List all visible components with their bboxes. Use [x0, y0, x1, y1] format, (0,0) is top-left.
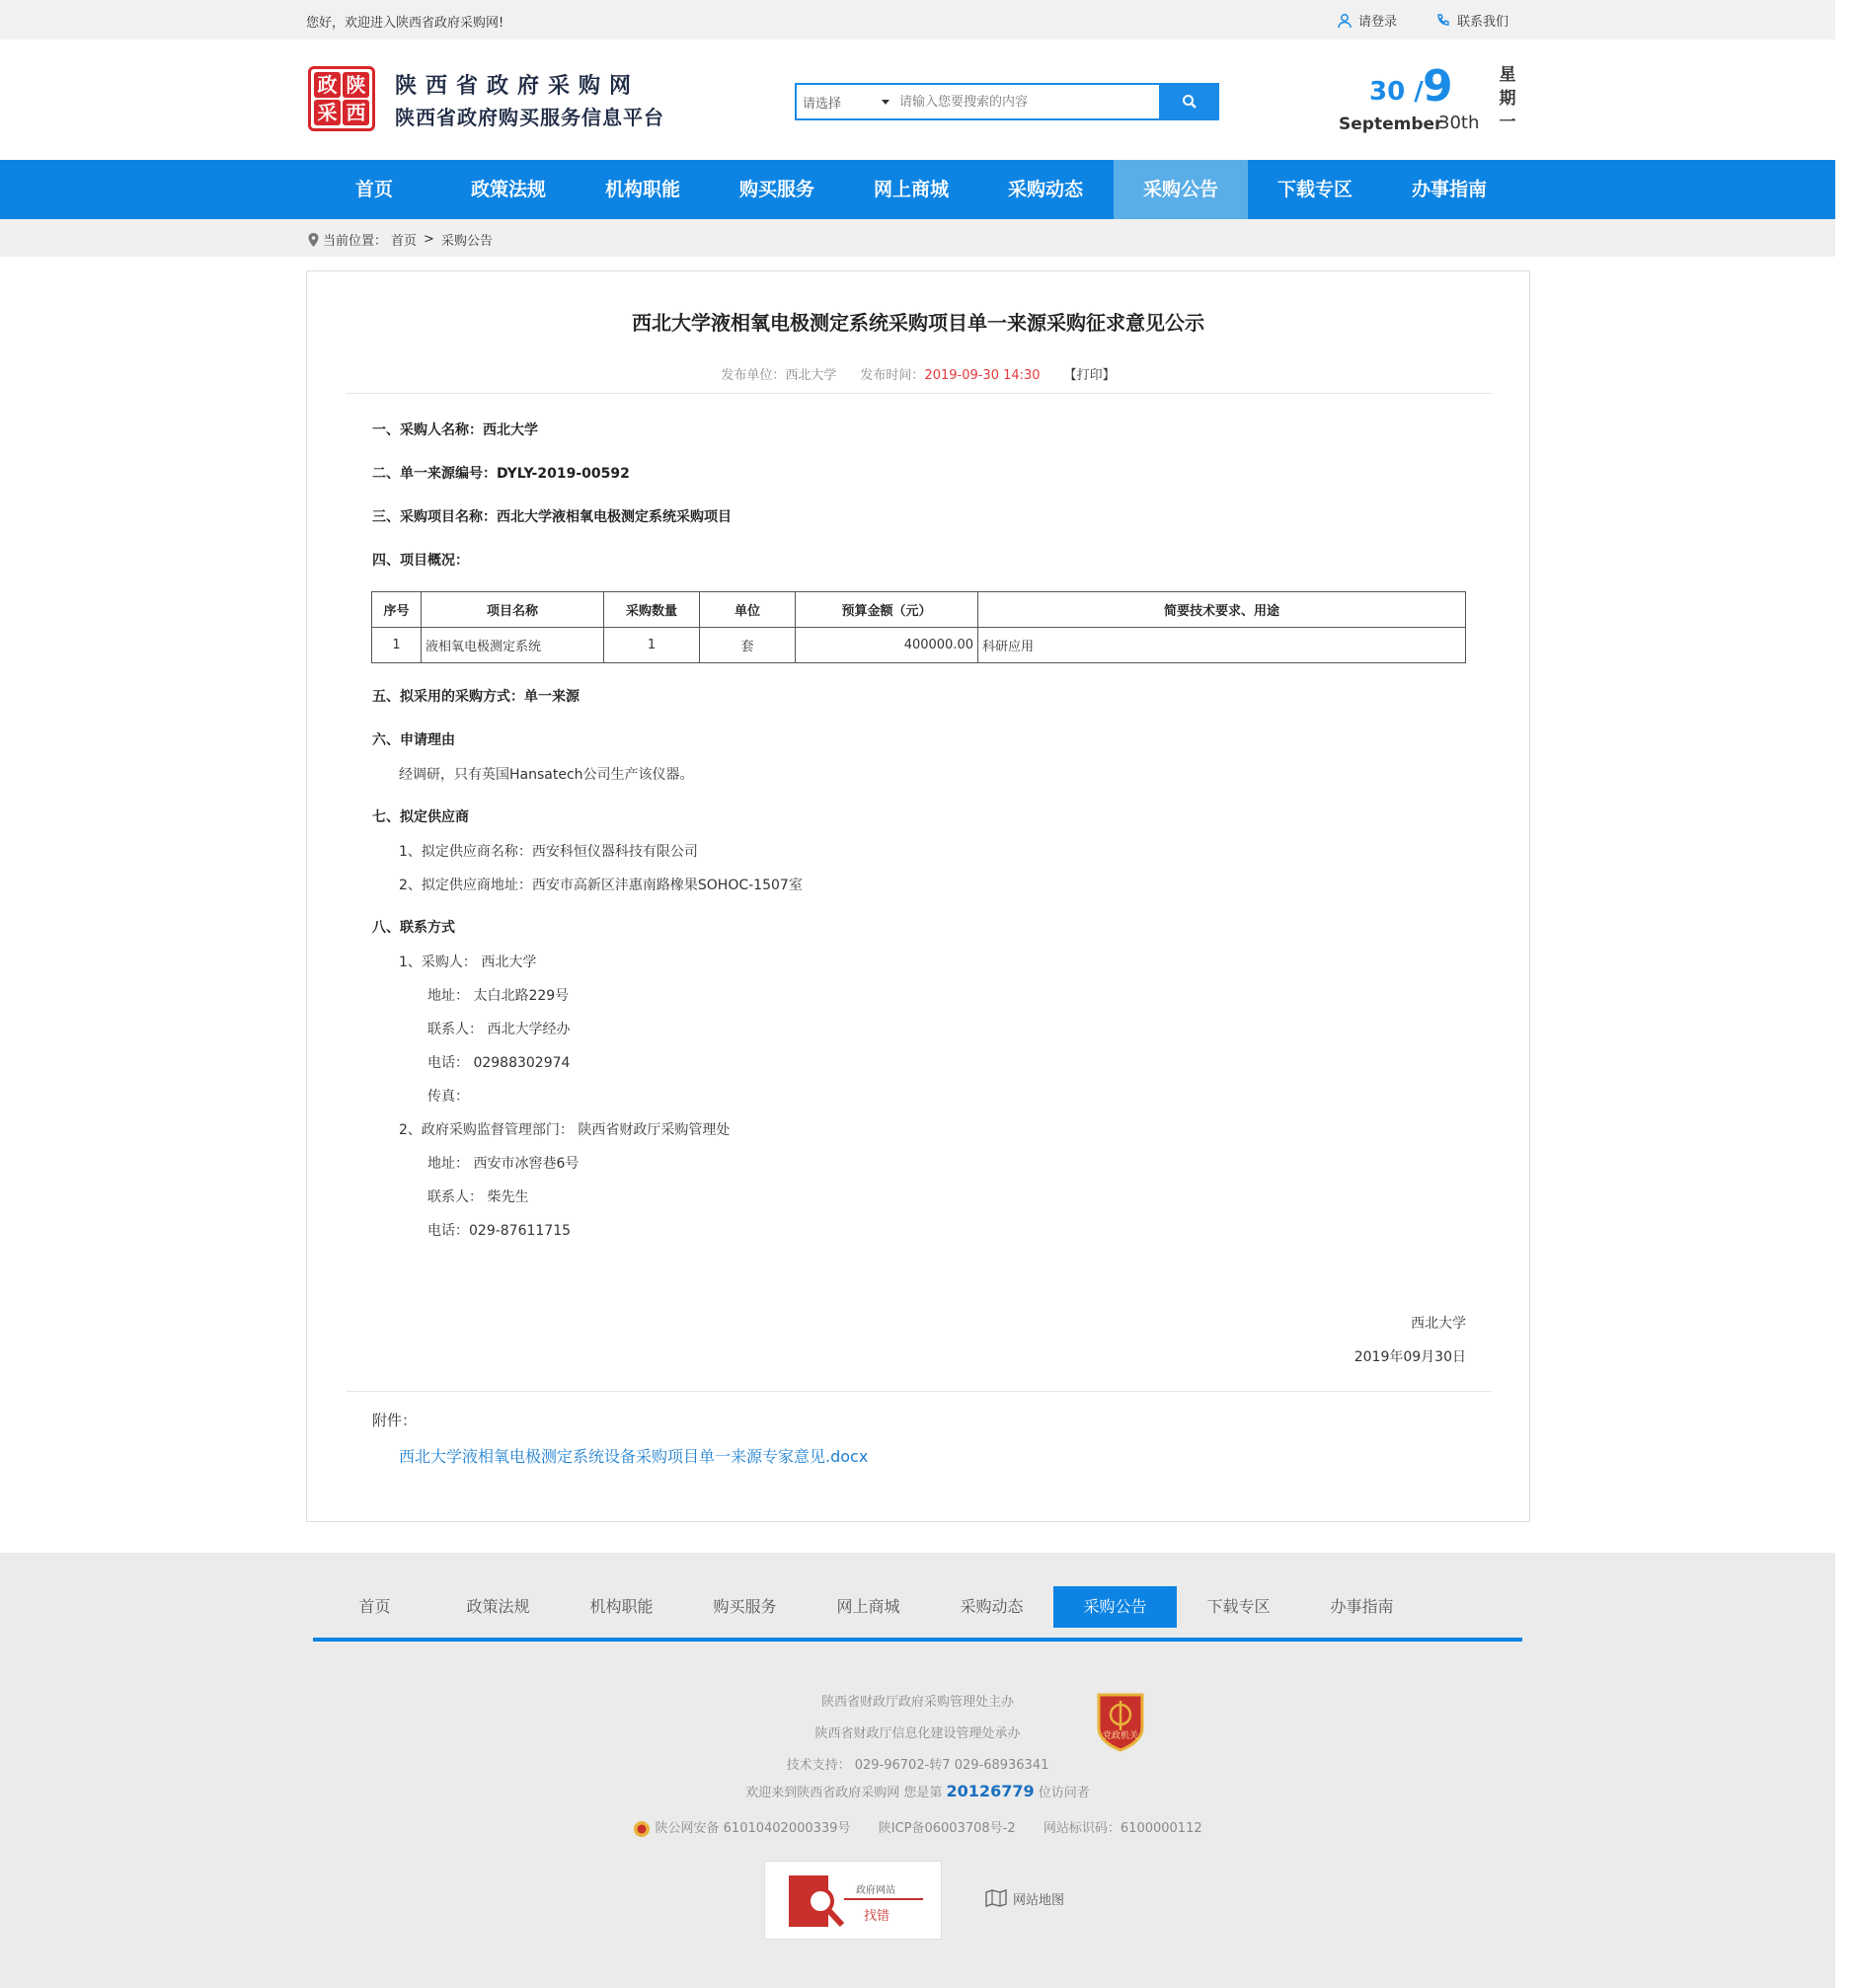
divider [347, 1391, 1492, 1392]
logo-char: 西 [343, 100, 369, 125]
footer-nav-news[interactable]: 采购动态 [960, 1597, 1024, 1616]
find-error-icon [787, 1872, 846, 1931]
logo-char: 采 [314, 100, 341, 125]
contact-supervisor-address: 地址： 西安市冰窖巷6号 [427, 1156, 580, 1172]
section-number: 二、单一来源编号：DYLY-2019-00592 [372, 466, 630, 482]
print-link[interactable]: 【打印】 [1063, 368, 1116, 383]
visitor-prefix: 欢迎来到陕西省政府采购网 您是第 [745, 1786, 943, 1800]
footer-nav-home[interactable]: 首页 [358, 1597, 391, 1616]
user-icon [1337, 13, 1353, 29]
find-error-title: 政府网站 [856, 1885, 895, 1896]
header [0, 39, 1835, 160]
section-reason: 六、申请理由 [372, 732, 455, 748]
table-cell: 1 [372, 628, 422, 663]
footer-nav-announcements[interactable]: 采购公告 [1053, 1586, 1177, 1628]
sitemap-label: 网站地图 [1013, 1892, 1065, 1908]
table-row [372, 628, 1466, 663]
table-header-cell: 项目名称 [422, 592, 604, 628]
footer-nav-downloads[interactable]: 下载专区 [1206, 1597, 1271, 1616]
nav-item-policy[interactable]: 政策法规 [470, 179, 546, 200]
icp-link[interactable]: 陕ICP备06003708号-2 [878, 1821, 1016, 1836]
section-contact: 八、联系方式 [372, 920, 455, 936]
weekday [1498, 63, 1517, 134]
contact-supervisor-person: 联系人： 柴先生 [427, 1189, 529, 1205]
nav-item-home[interactable]: 首页 [354, 179, 393, 200]
contact-purchaser-address: 地址： 太白北路229号 [427, 988, 570, 1004]
table-cell: 科研应用 [978, 628, 1466, 663]
search-category-value: 请选择 [803, 96, 842, 112]
article-title: 西北大学液相氧电极测定系统采购项目单一来源采购征求意见公示 [632, 311, 1204, 335]
contact-link[interactable] [1435, 11, 1508, 30]
site-logo[interactable] [308, 66, 375, 131]
table-header-cell: 预算金额（元） [796, 592, 978, 628]
signature-date: 2019年09月30日 [1353, 1349, 1466, 1365]
contact-supervisor: 2、政府采购监督管理部门： 陕西省财政厅采购管理处 [399, 1122, 731, 1138]
footer-nav-services[interactable]: 购买服务 [713, 1597, 777, 1616]
site-subtitle: 陕西省政府购买服务信息平台 [395, 106, 664, 129]
project-table [371, 591, 1466, 663]
site-id: 网站标识码：6100000112 [1043, 1821, 1202, 1836]
search-icon [1182, 94, 1198, 110]
logo-char: 政 [314, 72, 341, 98]
section-project-name: 三、采购项目名称：西北大学液相氧电极测定系统采购项目 [372, 509, 732, 525]
date-month-number: 9 [1423, 61, 1453, 112]
weekday-char: 期 [1499, 89, 1516, 109]
breadcrumb-label: 当前位置： [323, 234, 388, 249]
footer-icp [0, 1817, 1835, 1838]
divider [347, 393, 1492, 394]
footer-support: 技术支持： 029-96702-转7 029-68936341 [786, 1758, 1049, 1773]
footer-organizer: 陕西省财政厅信息化建设管理处承办 [814, 1726, 1021, 1741]
table-cell: 400000.00 [796, 628, 978, 663]
table-cell: 1 [604, 628, 700, 663]
article-card [306, 270, 1530, 1522]
search-category-select[interactable] [797, 93, 895, 112]
visitor-count: 20126779 [946, 1782, 1035, 1800]
nav-item-downloads[interactable]: 下载专区 [1276, 179, 1353, 200]
breadcrumb-current[interactable]: 采购公告 [440, 234, 493, 249]
nav-item-announcements[interactable]: 采购公告 [1114, 160, 1248, 219]
emblem-shield-icon [1095, 1691, 1146, 1752]
police-badge-icon [633, 1820, 651, 1838]
attachment-link[interactable]: 西北大学液相氧电极测定系统设备采购项目单一来源专家意见.docx [399, 1447, 869, 1466]
footer-nav-mall[interactable]: 网上商城 [836, 1597, 900, 1616]
supplier-name: 1、拟定供应商名称：西安科恒仪器科技有限公司 [399, 844, 698, 860]
contact-supervisor-phone: 电话：029-87611715 [427, 1223, 572, 1239]
visitor-suffix: 位访问者 [1038, 1786, 1090, 1800]
date-day-slash [1369, 77, 1424, 107]
location-pin-icon [308, 233, 319, 247]
nav-item-news[interactable]: 采购动态 [1007, 179, 1083, 200]
caret-down-icon [882, 100, 889, 105]
publish-time: 2019-09-30 14:30 [924, 368, 1041, 383]
breadcrumb [308, 230, 493, 249]
welcome-text: 您好，欢迎进入陕西省政府采购网! [306, 16, 504, 31]
weekday-char: 星 [1499, 65, 1516, 85]
nav-item-mall[interactable]: 网上商城 [873, 179, 949, 200]
top-bar [0, 0, 1835, 39]
table-header-cell: 简要技术要求、用途 [978, 592, 1466, 628]
section-purchaser: 一、采购人名称：西北大学 [372, 422, 538, 438]
main-nav [0, 160, 1835, 219]
date-widget [1338, 57, 1517, 156]
login-link[interactable] [1337, 11, 1397, 30]
emblem-label: 党政机关 [1102, 1731, 1138, 1741]
contact-label: 联系我们 [1457, 15, 1509, 30]
date-ordinal: 30th [1438, 113, 1480, 133]
breadcrumb-home[interactable]: 首页 [391, 234, 418, 249]
nav-item-guide[interactable]: 办事指南 [1411, 179, 1487, 200]
contact-purchaser-phone: 电话： 02988302974 [427, 1055, 571, 1071]
site-title: 陕西省政府采购网 [395, 74, 641, 99]
table-header-cell: 序号 [372, 592, 422, 628]
table-header-row [372, 592, 1466, 628]
section-method: 五、拟采用的采购方式：单一来源 [372, 689, 580, 705]
footer-nav-policy[interactable]: 政策法规 [466, 1597, 530, 1616]
search-button[interactable] [1159, 83, 1219, 120]
table-cell: 液相氧电极测定系统 [422, 628, 604, 663]
find-error-badge[interactable] [764, 1861, 942, 1940]
attachment-label: 附件： [372, 1412, 418, 1429]
nav-item-services[interactable]: 购买服务 [738, 179, 814, 200]
contact-purchaser-person: 联系人： 西北大学经办 [427, 1022, 571, 1037]
footer-nav-institution[interactable]: 机构职能 [589, 1597, 654, 1616]
date-slash: / [1414, 77, 1424, 107]
public-security-link[interactable]: 陕公网安备 61010402000339号 [655, 1821, 851, 1836]
nav-item-institution[interactable]: 机构职能 [604, 179, 680, 200]
search-input[interactable] [895, 95, 1159, 110]
footer [0, 1553, 1835, 1988]
contact-purchaser: 1、采购人： 西北大学 [399, 955, 537, 970]
table-header-cell: 单位 [700, 592, 796, 628]
supplier-address: 2、拟定供应商地址：西安市高新区沣惠南路橡果SOHOC-1507室 [399, 878, 803, 893]
article-meta [307, 364, 1529, 383]
find-error-divider [844, 1898, 923, 1900]
publisher: 发布单位：西北大学 [721, 368, 837, 383]
sitemap-link[interactable] [985, 1888, 1064, 1908]
breadcrumb-bar [0, 219, 1835, 257]
publish-time-label: 发布时间： [860, 368, 925, 383]
find-error-action: 找错 [864, 1909, 890, 1924]
phone-icon [1435, 13, 1451, 29]
footer-nav-guide[interactable]: 办事指南 [1330, 1597, 1394, 1616]
table-cell: 套 [700, 628, 796, 663]
contact-purchaser-fax: 传真： [427, 1089, 469, 1105]
search-bar [795, 83, 1219, 120]
section-overview: 四、项目概况： [372, 553, 469, 569]
footer-visitors [0, 1782, 1835, 1800]
logo-char: 陕 [343, 72, 369, 98]
reason-text: 经调研，只有英国Hansatech公司生产该仪器。 [399, 767, 694, 783]
page-margin [1835, 0, 1856, 1988]
footer-nav [313, 1586, 1522, 1642]
login-label: 请登录 [1358, 15, 1398, 30]
breadcrumb-separator: > [424, 232, 434, 247]
table-header-cell: 采购数量 [604, 592, 700, 628]
date-day: 30 [1369, 77, 1406, 107]
section-supplier: 七、拟定供应商 [372, 809, 469, 825]
date-month-name: September [1339, 115, 1443, 134]
map-icon [985, 1888, 1007, 1908]
footer-host: 陕西省财政厅政府采购管理处主办 [820, 1695, 1014, 1710]
party-gov-emblem[interactable] [1095, 1691, 1146, 1752]
weekday-char: 一 [1499, 113, 1516, 132]
signature-org: 西北大学 [1411, 1316, 1466, 1332]
